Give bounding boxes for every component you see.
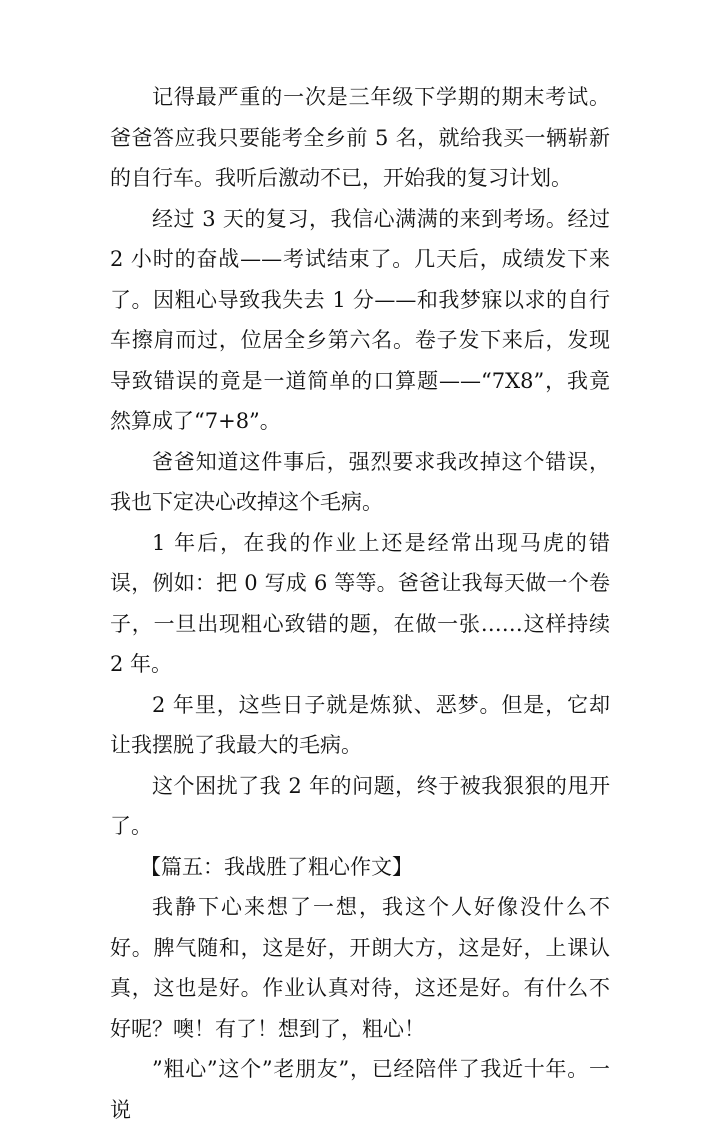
paragraph-8: ”粗心”这个”老朋友”，已经陪伴了我近十年。一说 bbox=[110, 1057, 610, 1122]
paragraph-3: 爸爸知道这件事后，强烈要求我改掉这个错误，我也下定决心改掉这个毛病。 bbox=[110, 449, 610, 514]
section-heading: 【篇五：我战胜了粗心作文】 bbox=[140, 854, 413, 879]
essay-text bbox=[110, 77, 610, 1130]
paragraph-2: 经过 3 天的复习，我信心满满的来到考场。经过 2 小时的奋战——考试结束了。几天后，成绩发下来了。因粗心导致我失去 1 分——和我梦寐以求的自行车擦肩而过，位居全乡第六名。卷子发下来后，发现导致错误的竟是一道简单的口算题——“7X8”，我竟然算成了“7+8”。 bbox=[110, 206, 610, 433]
paragraph-6: 这个困扰了我 2 年的问题，终于被我狠狠的甩开了。 bbox=[110, 773, 610, 838]
paragraph-5: 2 年里，这些日子就是炼狱、恶梦。但是，它却让我摆脱了我最大的毛病。 bbox=[110, 692, 610, 757]
paragraph-4: 1 年后，在我的作业上还是经常出现马虎的错误，例如：把 0 写成 6 等等。爸爸让我每天做一个卷子，一旦出现粗心致错的题，在做一张……这样持续 2 年。 bbox=[110, 530, 610, 676]
paragraph-7: 我静下心来想了一想，我这个人好像没什么不好。脾气随和，这是好，开朗大方，这是好，上课认真，这也是好。作业认真对待，这还是好。有什么不好呢？噢！有了！想到了，粗心！ bbox=[110, 895, 610, 1041]
paragraph-1: 记得最严重的一次是三年级下学期的期末考试。爸爸答应我只要能考全乡前 5 名，就给我买一辆崭新的自行车。我听后激动不已，开始我的复习计划。 bbox=[110, 85, 610, 190]
